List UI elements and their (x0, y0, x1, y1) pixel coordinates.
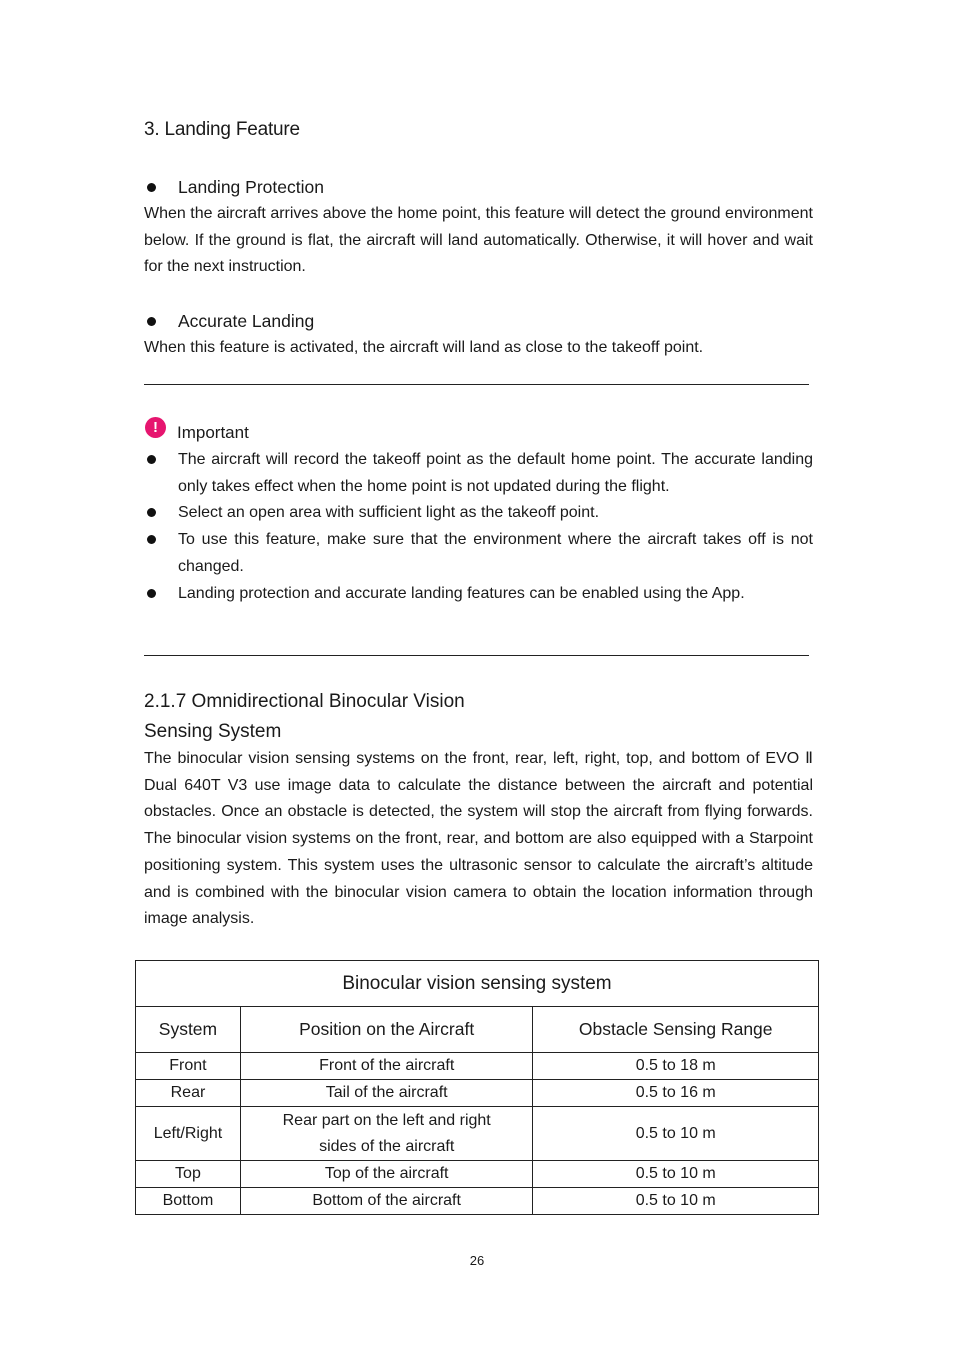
divider-rule (144, 384, 809, 385)
table-header-range: Obstacle Sensing Range (533, 1007, 819, 1053)
table-cell: Bottom of the aircraft (240, 1188, 533, 1215)
table-cell: Rear part on the left and right sides of the aircraft (240, 1107, 533, 1161)
important-list (144, 447, 813, 607)
table-header-position: Position on the Aircraft (240, 1007, 533, 1053)
table-cell: 0.5 to 16 m (533, 1080, 819, 1107)
section-heading-landing-feature: 3. Landing Feature (144, 119, 300, 140)
bullet-heading-landing-protection (144, 177, 324, 198)
table-cell: Front (136, 1053, 241, 1080)
table-row (136, 1188, 819, 1215)
landing-protection-title: Landing Protection (178, 177, 324, 197)
divider-rule (144, 655, 809, 656)
table-cell: Top (136, 1161, 241, 1188)
section-heading-vision-line2: Sensing System (144, 721, 282, 742)
table-cell: 0.5 to 10 m (533, 1188, 819, 1215)
table-header-system: System (136, 1007, 241, 1053)
table-row (136, 1080, 819, 1107)
table-row (136, 1161, 819, 1188)
table-cell: Bottom (136, 1188, 241, 1215)
bullet-icon (147, 455, 156, 464)
important-title: Important (177, 423, 249, 442)
accurate-landing-title: Accurate Landing (178, 311, 315, 331)
important-item: Landing protection and accurate landing features can be enabled using the App. (144, 581, 813, 608)
table-cell: 0.5 to 10 m (533, 1161, 819, 1188)
table-row (136, 1107, 819, 1161)
important-item: Select an open area with sufficient light as the takeoff point. (144, 500, 813, 527)
bullet-heading-accurate-landing (144, 311, 314, 332)
table-cell: Front of the aircraft (240, 1053, 533, 1080)
important-item: To use this feature, make sure that the environment where the aircraft takes off is not changed. (144, 527, 813, 580)
important-item: The aircraft will record the takeoff point as the default home point. The accurate landing only takes effect when the home point is not updated during the flight. (144, 447, 813, 500)
bullet-icon (147, 317, 156, 326)
table-title: Binocular vision sensing system (136, 961, 819, 1007)
table-cell: Tail of the aircraft (240, 1080, 533, 1107)
bullet-icon (147, 535, 156, 544)
vision-paragraph: The binocular vision sensing systems on the front, rear, left, right, top, and bottom of EVO Ⅱ Dual 640T V3 use image data to calculate the distance between the aircraft and potential obstacles. Once an obstacle is detected, the system will stop the aircraft from flying forwards. The binocular vision systems on the front, rear, and bottom are also equipped with a Starpoint positioning system. This system uses the ultrasonic sensor to calculate the aircraft’s altitude and is combined with the binocular vision camera to obtain the location information through image analysis. (144, 750, 813, 928)
bullet-icon (147, 183, 156, 192)
vision-sensing-table (135, 960, 819, 1215)
accurate-landing-text: When this feature is activated, the aircraft will land as close to the takeoff point. (144, 339, 704, 356)
exclamation-icon: ! (145, 417, 166, 438)
page-number: 26 (469, 1253, 485, 1268)
bullet-icon (147, 508, 156, 517)
table-cell: Left/Right (136, 1107, 241, 1161)
landing-protection-text: When the aircraft arrives above the home point, this feature will detect the ground environment below. If the ground is flat, the aircraft will land automatically. Otherwise, it will hover and wait for the next instruction. (144, 205, 813, 276)
table-row (136, 1053, 819, 1080)
table-cell: Top of the aircraft (240, 1161, 533, 1188)
table-cell: Rear (136, 1080, 241, 1107)
bullet-icon (147, 589, 156, 598)
section-heading-vision-line1: 2.1.7 Omnidirectional Binocular Vision (144, 691, 465, 712)
table-cell: 0.5 to 10 m (533, 1107, 819, 1161)
table-cell: 0.5 to 18 m (533, 1053, 819, 1080)
